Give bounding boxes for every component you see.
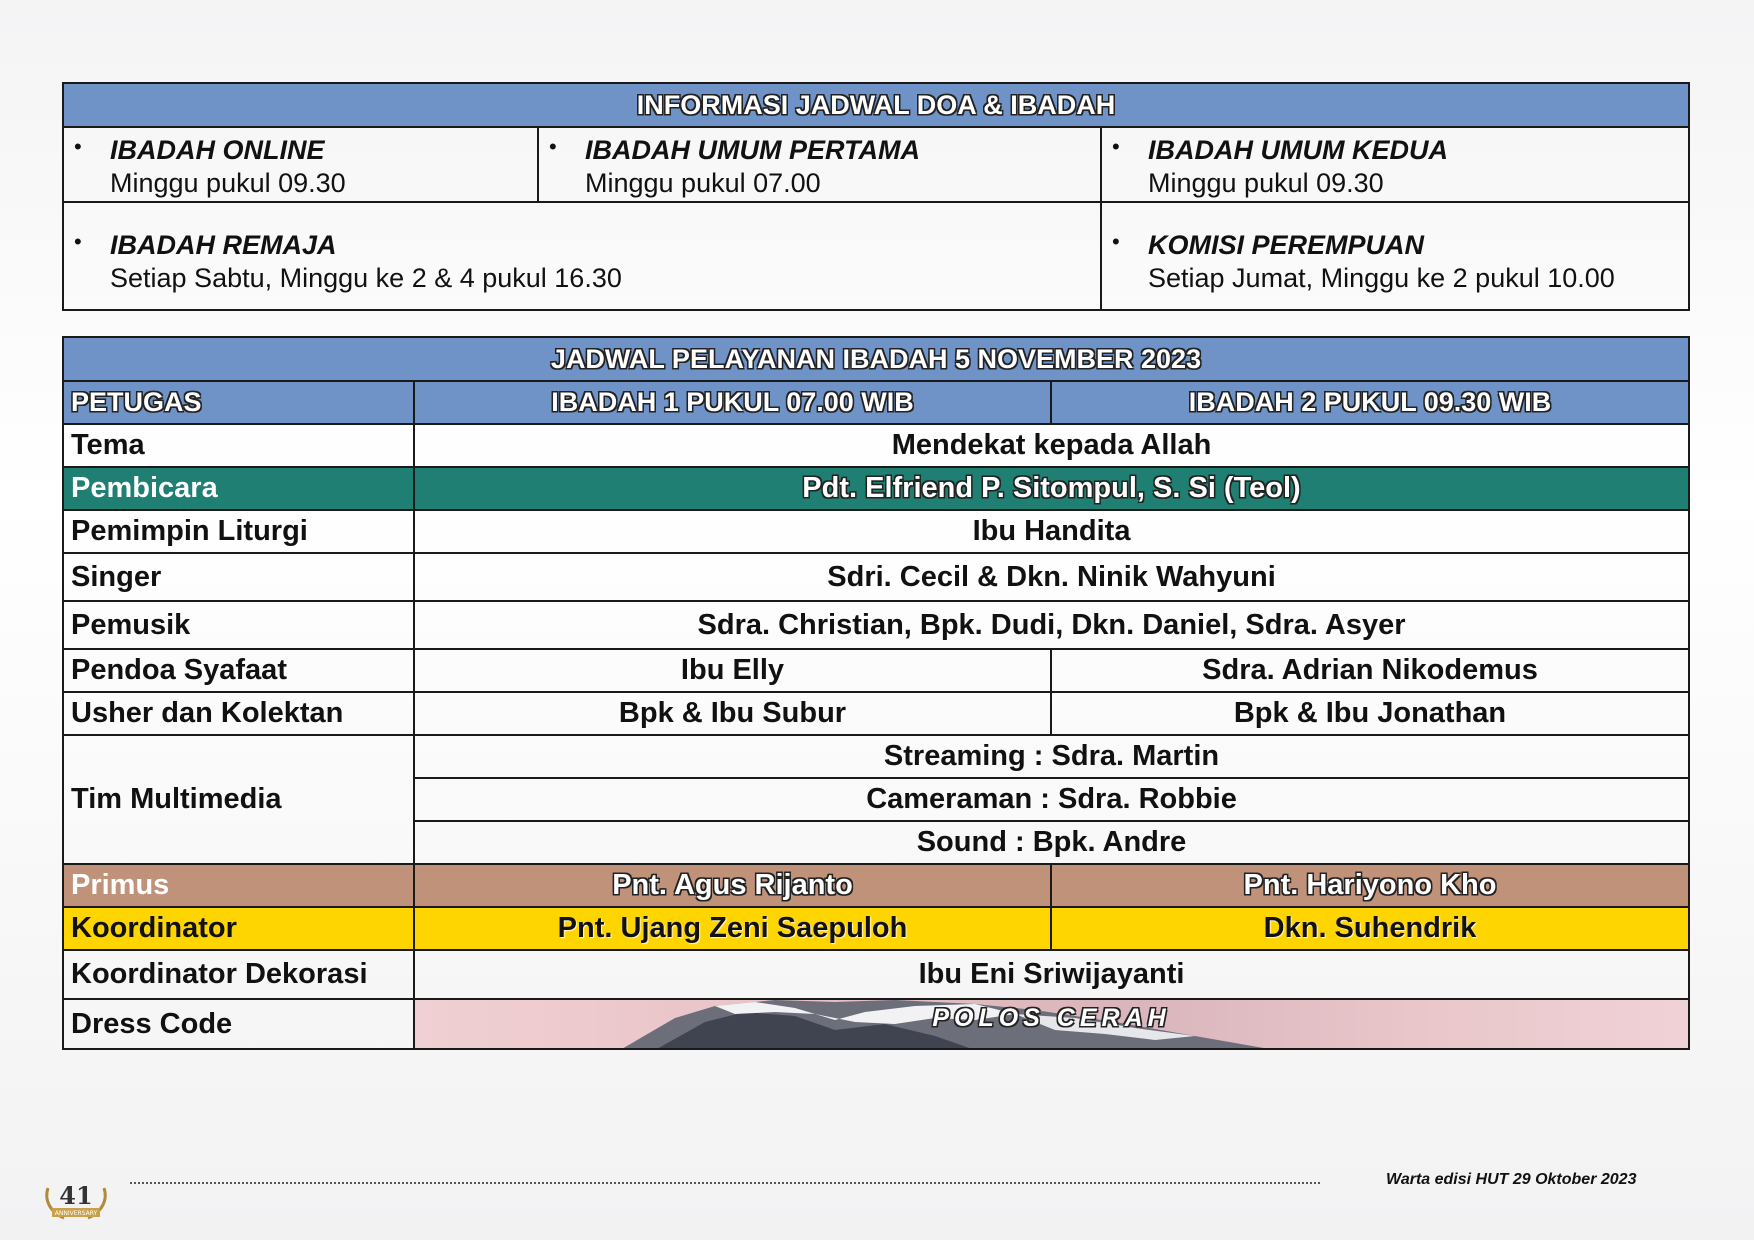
anniversary-logo (40, 1174, 112, 1229)
bullet-icon: • (1112, 134, 1120, 159)
row-label: Dress Code (63, 999, 414, 1049)
row-value-1: Ibu Elly (414, 649, 1051, 692)
row-label: Tim Multimedia (63, 735, 414, 864)
row-label: Pemusik (63, 601, 414, 649)
schedule-header-cell (63, 337, 1689, 381)
row-pendoa (63, 649, 1689, 692)
row-dress (63, 999, 1689, 1049)
info-header-cell (63, 83, 1689, 127)
info-item-time: Setiap Sabtu, Minggu ke 2 & 4 pukul 16.30 (110, 262, 622, 293)
col-header-petugas-cell (63, 381, 414, 424)
multimedia-cameraman: Cameraman : Sdra. Robbie (414, 778, 1689, 821)
info-table (62, 82, 1690, 311)
row-label: Koordinator (63, 907, 414, 950)
row-label: Singer (63, 553, 414, 601)
info-item-title: IBADAH UMUM PERTAMA (585, 135, 920, 165)
info-item-remaja (63, 202, 1101, 310)
info-item-time: Minggu pukul 09.30 (110, 168, 346, 198)
row-value (414, 467, 1689, 510)
row-value-2: Dkn. Suhendrik (1051, 907, 1689, 950)
row-label: Pemimpin Liturgi (63, 510, 414, 553)
row-value: Sdri. Cecil & Dkn. Ninik Wahyuni (414, 553, 1689, 601)
multimedia-streaming: Streaming : Sdra. Martin (414, 735, 1689, 778)
row-dekorasi (63, 950, 1689, 999)
bullet-icon: • (549, 134, 557, 159)
col-header-ibadah2: IBADAH 2 PUKUL 09.30 WIB (1188, 387, 1552, 417)
info-item-title: KOMISI PEREMPUAN (1148, 229, 1425, 260)
row-singer (63, 553, 1689, 601)
info-item-title: IBADAH UMUM KEDUA (1148, 135, 1448, 165)
col-header-petugas: PETUGAS (71, 387, 202, 417)
row-value-1: Bpk & Ibu Subur (414, 692, 1051, 735)
info-item-title: IBADAH ONLINE (110, 135, 325, 165)
info-item-time: Minggu pukul 09.30 (1148, 168, 1384, 198)
row-multimedia-streaming (63, 735, 1689, 778)
bullet-icon: • (74, 134, 82, 159)
row-value: Mendekat kepada Allah (414, 424, 1689, 467)
dress-code-text: POLOS CERAH (932, 1003, 1171, 1032)
row-value-2: Sdra. Adrian Nikodemus (1051, 649, 1689, 692)
info-header: INFORMASI JADWAL DOA & IBADAH (636, 89, 1116, 120)
row-label: Pendoa Syafaat (63, 649, 414, 692)
logo-number: 41 (59, 1181, 93, 1210)
logo-text: ANNIVERSARY (54, 1210, 98, 1217)
row-pemusik (63, 601, 1689, 649)
col-header-ibadah1: IBADAH 1 PUKUL 07.00 WIB (551, 387, 914, 417)
info-item-title: IBADAH REMAJA (110, 229, 337, 260)
row-value-2: Bpk & Ibu Jonathan (1051, 692, 1689, 735)
col-header-ibadah2-cell (1051, 381, 1689, 424)
row-liturgi (63, 510, 1689, 553)
row-value-2 (1051, 864, 1689, 907)
row-primus (63, 864, 1689, 907)
primus-2: Pnt. Hariyono Kho (1243, 869, 1497, 901)
row-label: Tema (63, 424, 414, 467)
info-item-time: Minggu pukul 07.00 (585, 168, 821, 198)
col-header-ibadah1-cell (414, 381, 1051, 424)
primus-1: Pnt. Agus Rijanto (612, 869, 853, 901)
row-value-1 (414, 864, 1051, 907)
row-koordinator (63, 907, 1689, 950)
multimedia-sound: Sound : Bpk. Andre (414, 821, 1689, 864)
row-label: Usher dan Kolektan (63, 692, 414, 735)
footer-divider (130, 1182, 1320, 1184)
info-item-online (63, 127, 538, 202)
schedule-header: JADWAL PELAYANAN IBADAH 5 NOVEMBER 2023 (550, 343, 1202, 374)
row-tema (63, 424, 1689, 467)
bullet-icon: • (1112, 228, 1120, 254)
row-pembicara (63, 467, 1689, 510)
row-usher (63, 692, 1689, 735)
schedule-table (62, 336, 1690, 1050)
row-value: Sdra. Christian, Bpk. Dudi, Dkn. Daniel, Sdra. Asyer (414, 601, 1689, 649)
info-item-time: Setiap Jumat, Minggu ke 2 pukul 10.00 (1148, 262, 1615, 293)
dress-code-image-cell (414, 999, 1689, 1049)
bullet-icon: • (74, 228, 82, 254)
row-value: Ibu Handita (414, 510, 1689, 553)
row-value-1: Pnt. Ujang Zeni Saepuloh (414, 907, 1051, 950)
info-item-umum-pertama (538, 127, 1101, 202)
row-label: Pembicara (63, 467, 414, 510)
row-value: Ibu Eni Sriwijayanti (414, 950, 1689, 999)
info-item-umum-kedua (1101, 127, 1689, 202)
row-label: Primus (63, 864, 414, 907)
footer-edition: Warta edisi HUT 29 Oktober 2023 (1386, 1171, 1637, 1188)
pembicara-name: Pdt. Elfriend P. Sitompul, S. Si (Teol) (802, 472, 1301, 504)
row-label: Koordinator Dekorasi (63, 950, 414, 999)
info-item-perempuan (1101, 202, 1689, 310)
